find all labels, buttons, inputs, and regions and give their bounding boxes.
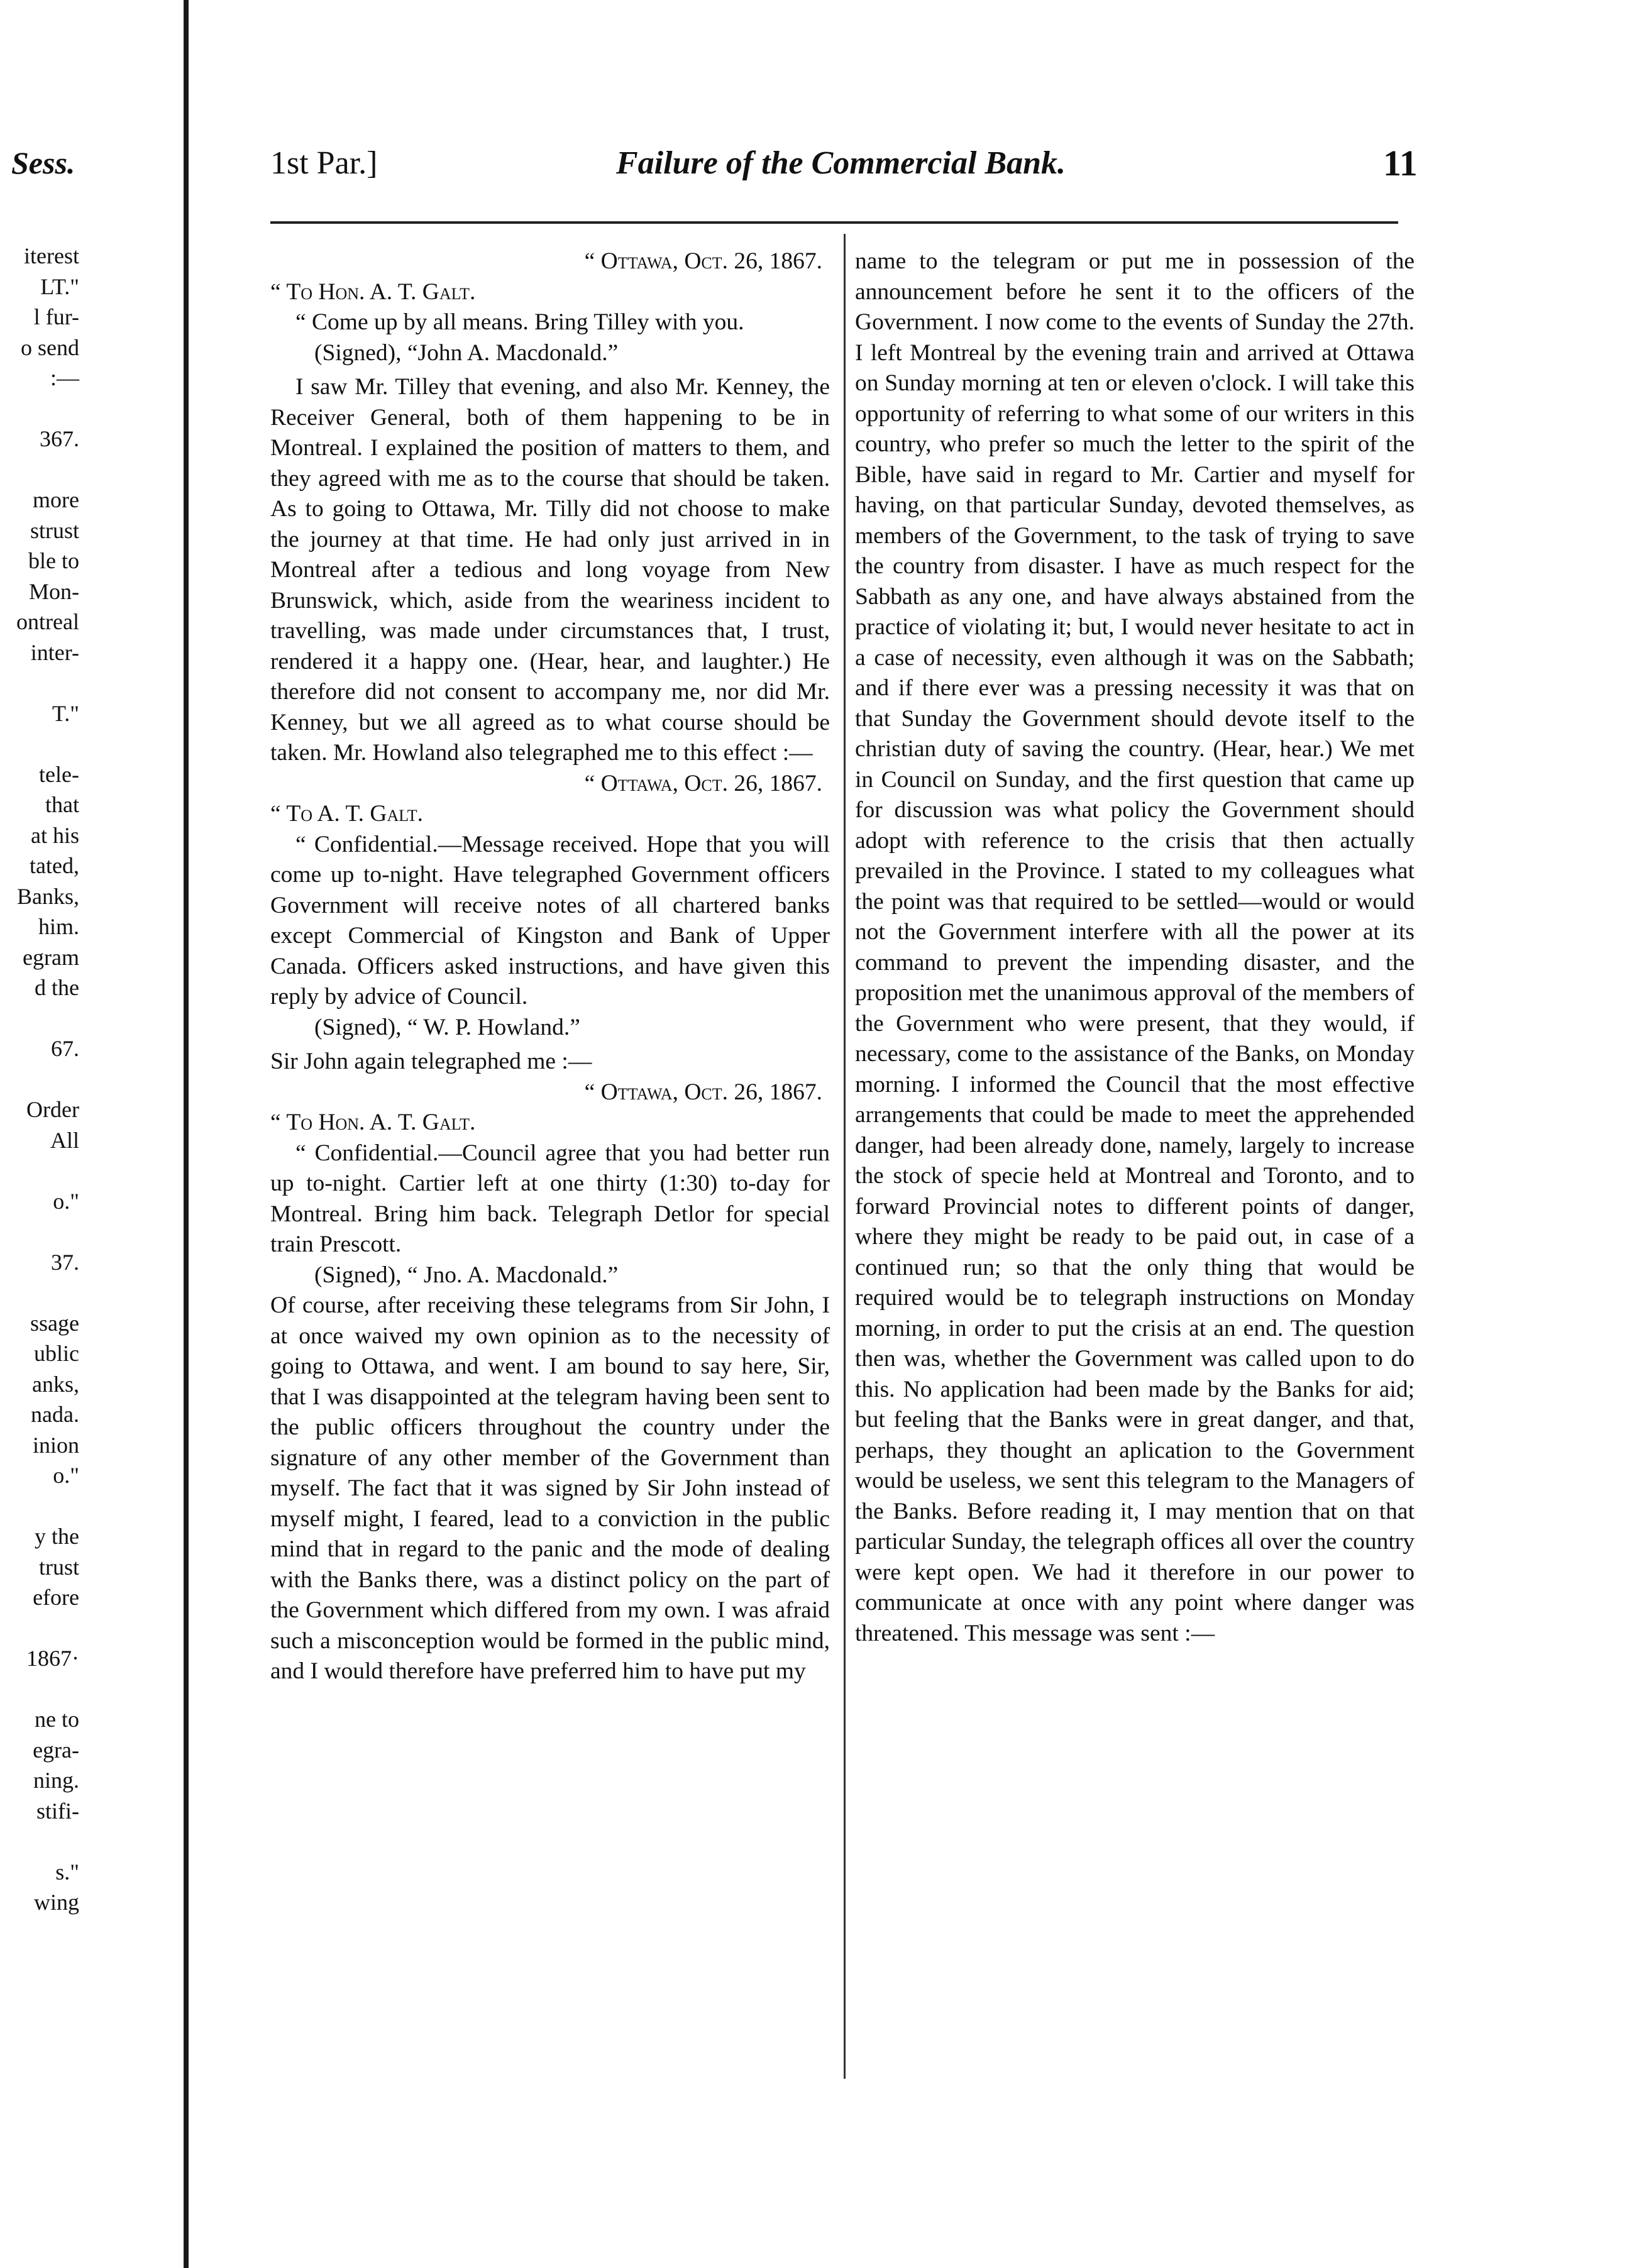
margin-fragment-line: :—	[50, 365, 79, 390]
margin-fragment-line: o."	[53, 1188, 79, 1214]
margin-fragment-line: ssage	[30, 1310, 79, 1336]
telegram-date: “ Ottawa, Oct. 26, 1867.	[584, 248, 822, 274]
telegram-body: “ Confidential.—Message received. Hope that you will come up to-night. Have telegraphed Government officers Government will receive notes of all chartered banks except Commercial of Kingston and Bank of Upper Canada. Officers asked instructions, and have given this reply by advice of Council.	[270, 831, 830, 1010]
margin-fragment-line: 367.	[40, 426, 79, 451]
margin-fragment-line: y the	[35, 1524, 79, 1549]
telegram-address: “ To Hon. A. T. Galt.	[270, 1109, 476, 1135]
telegram-date: “ Ottawa, Oct. 26, 1867.	[584, 770, 822, 796]
telegram-signature: (Signed), “John A. Macdonald.”	[314, 339, 619, 366]
left-column	[270, 246, 830, 1687]
margin-fragment-line: l fur-	[33, 304, 79, 329]
margin-fragment-line: ning.	[33, 1768, 79, 1793]
adjacent-page-header: Sess.	[11, 145, 75, 180]
header-rule	[270, 221, 1398, 224]
margin-fragment-line: ble to	[28, 548, 79, 573]
margin-fragment-line: stifi-	[36, 1798, 79, 1824]
margin-fragment-line: efore	[33, 1585, 79, 1610]
telegram-signature: (Signed), “ Jno. A. Macdonald.”	[314, 1262, 619, 1288]
margin-fragment-line: Banks,	[17, 883, 79, 909]
margin-fragment-line: anks,	[32, 1371, 79, 1397]
body-paragraph: name to the telegram or put me in possession of the announcement before he sent it to the officers of the Government. I now come to the events of Sunday the 27th. I left Montreal by the evening train and arrived at Ottawa on Sunday morning at ten or eleven o'clock. I will take this opportunity of referring to what some of our writers in this country, who prefer so much the letter to the spirit of the Bible, have said in regard to Mr. Cartier and myself for having, on that particular Sunday, devoted themselves, as members of the Government, to the task of trying to save the country from disaster. I have as much respect for the Sabbath as any one, and have always abstained from the practice of violating it; but, I would never hesitate to act in a case of necessity, even although it was on the Sabbath; and if there ever was a pressing necessity it was that on that Sunday the Government should devote itself to the christian duty of saving the country. (Hear, hear.) We met in Council on Sunday, and the first question that came up for discussion was what policy the Government should adopt with reference to the crisis that then actually prevailed in the Province. I stated to my colleagues what the point was that required to be settled—would or would not the Government interfere with all the power at its command to prevent the impending disaster, and the proposition met the unanimous approval of the members of the Government who were present, that they would, if necessary, come to the assistance of the Banks, on Monday morning. I informed the Council that the most effective arrangements that could be made to meet the apprehended danger, had been already done, namely, largely to increase the stock of specie held at Montreal and Toronto, and to forward Provincial notes to different points of danger, where they might be ready to be paid out, in case of a continued run; so that the only thing that would be required would be to telegraph instructions on Monday morning, in order to put the crisis at an end. The question then was, whether the Government was called upon to do this. No application had been made by the Banks for aid; but feeling that the Banks were in great danger, and that, perhaps, they thought an aplication to the Government would be useless, we sent this telegram to the Managers of the Banks. Before reading it, I may mention that on that particular Sunday, the telegraph offices all over the country were kept open. We had it therefore in our power to communicate at once with any point where danger was threatened. This message was sent :—	[855, 248, 1415, 1646]
telegram-signature: (Signed), “ W. P. Howland.”	[314, 1014, 580, 1040]
margin-fragment-line: s."	[55, 1859, 79, 1885]
adjacent-page-edge	[0, 0, 184, 2268]
margin-fragment-line: 1867·	[26, 1646, 79, 1671]
telegram-date: “ Ottawa, Oct. 26, 1867.	[584, 1079, 822, 1105]
margin-fragment-line: Order	[26, 1097, 79, 1122]
margin-fragment-line: nada.	[31, 1402, 79, 1427]
margin-fragment-line: tated,	[30, 853, 79, 878]
margin-fragment-line: Mon-	[29, 578, 79, 604]
body-paragraph: Of course, after receiving these telegrams from Sir John, I at once waived my own opinion as to the necessity of going to Ottawa, and went. I am bound to say here, Sir, that I was disappointed at the telegram having been sent to the public officers throughout the country under the signature of any other member of the Government than myself. The fact that it was signed by Sir John instead of myself might, I feared, lead to a conviction in the public mind that in regard to the panic and the mode of dealing with the Banks there, was a distinct policy on the part of the Government which differed from my own. I was afraid such a misconception would be formed in the public mind, and I would therefore have preferred him to have put my	[270, 1292, 830, 1684]
margin-fragment-line: 37.	[51, 1249, 79, 1275]
body-paragraph: I saw Mr. Tilley that evening, and also Mr. Kenney, the Receiver General, both of them happening to be in Montreal. I explained the position of matters to them, and they agreed with me as to the course that should be taken. As to going to Ottawa, Mr. Tilly did not choose to make the journey at that time. He had only just arrived in in Montreal after a tedious and long voyage from New Brunswick, which, aside from the weariness incident to travelling, was made under circumstances that, I trust, rendered it a happy one. (Hear, hear, and laughter.) He therefore did not consent to accompany me, nor did Mr. Kenney, but we all agreed as to what course should be taken. Mr. Howland also telegraphed me to this effect :—	[270, 374, 830, 766]
margin-fragment-line: inion	[32, 1432, 79, 1458]
margin-fragment-line: All	[50, 1127, 79, 1153]
running-title: Failure of the Commercial Bank.	[616, 145, 1066, 181]
telegram-address: “ To A. T. Galt.	[270, 801, 423, 827]
margin-fragment-line: him.	[38, 914, 79, 939]
page-number: 11	[1383, 143, 1418, 184]
margin-fragment-line: that	[45, 792, 79, 817]
margin-fragment-line: LT."	[40, 273, 79, 299]
margin-fragment-line: tele-	[39, 761, 79, 787]
margin-fragment-line: d the	[35, 975, 79, 1000]
page-gutter	[184, 0, 189, 2268]
margin-fragment-line: T."	[52, 700, 79, 726]
margin-fragment-line: o."	[53, 1463, 79, 1488]
margin-fragment-line: iterest	[24, 243, 79, 268]
margin-fragment-line: ublic	[34, 1341, 79, 1366]
margin-fragment-line: inter-	[30, 639, 79, 665]
telegram-body: “ Come up by all means. Bring Tilley with you.	[295, 309, 744, 335]
margin-fragment-line: ne to	[35, 1707, 79, 1732]
margin-fragment-line: at his	[31, 822, 79, 848]
margin-fragment-line: ontreal	[16, 609, 79, 634]
column-divider	[844, 234, 846, 2079]
body-paragraph: Sir John again telegraphed me :—	[270, 1049, 592, 1074]
telegram-body: “ Confidential.—Council agree that you had better run up to-night. Cartier left at one thirty (1:30) to-day for Montreal. Bring him back. Telegraph Detlor for special train Prescott.	[270, 1140, 830, 1257]
margin-fragment-line: strust	[30, 517, 79, 543]
telegram-address: “ To Hon. A. T. Galt.	[270, 278, 476, 305]
margin-fragment-line: trust	[38, 1554, 79, 1580]
margin-fragment-line: egra-	[33, 1737, 79, 1763]
margin-fragment-line: egram	[23, 944, 79, 970]
margin-fragment-line: o send	[21, 334, 79, 360]
margin-fragment-line: 67.	[51, 1036, 79, 1061]
part-label: 1st Par.]	[270, 145, 378, 181]
margin-fragment-line: wing	[34, 1890, 79, 1915]
right-column	[855, 246, 1415, 1649]
margin-fragment-line: more	[33, 487, 79, 512]
